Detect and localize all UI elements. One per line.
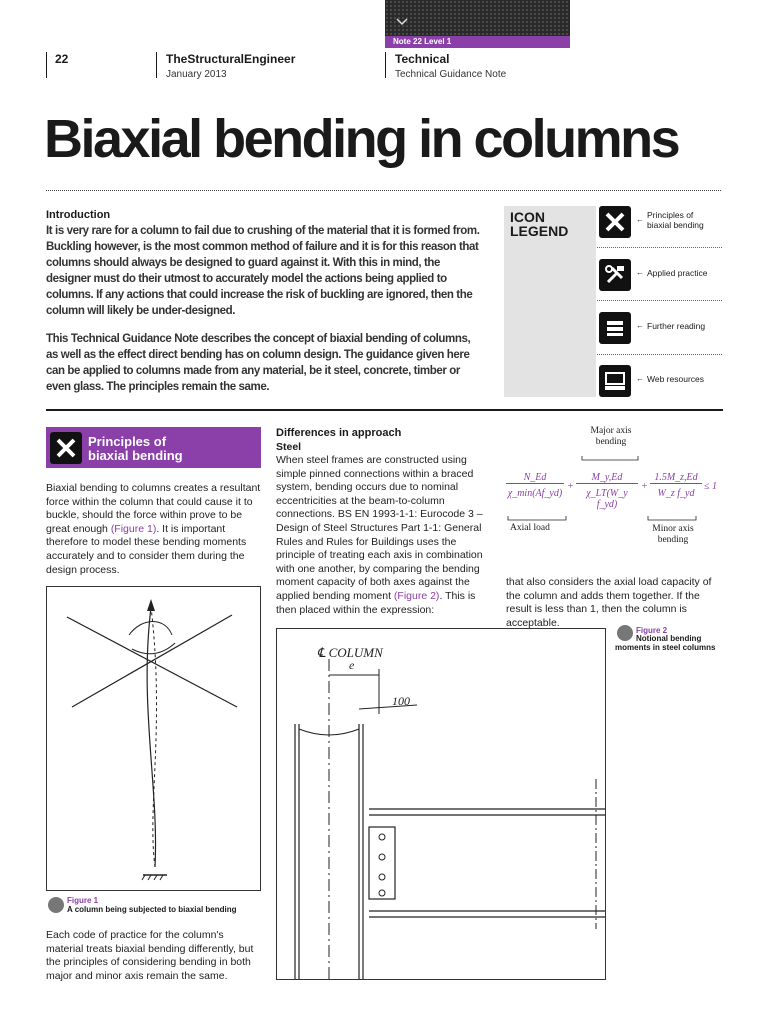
figure-2-label: Figure 2 bbox=[636, 626, 668, 635]
arrow-left-icon: ← bbox=[636, 215, 644, 224]
figure-2-caption: moments in steel columns bbox=[615, 643, 716, 652]
figure-2-caption: Notional bending bbox=[636, 634, 702, 643]
icon-legend-title: ICON LEGEND bbox=[510, 209, 569, 239]
books-icon bbox=[599, 312, 631, 344]
column-sketch bbox=[47, 587, 260, 890]
title-divider bbox=[46, 190, 721, 191]
term-1-numerator: N_Ed bbox=[506, 472, 564, 484]
term-2-denominator: χ_LT(W_y f_yd) bbox=[586, 488, 628, 510]
term-1-denominator: χ_min(Af_yd) bbox=[507, 488, 563, 499]
computer-icon bbox=[599, 365, 631, 397]
principles-paragraph-1: Biaxial bending to columns creates a resultant force within the column that could cause it to buckle, should the force within prove to be great enough (Figure 1). It is important therefore to model these bending moments accurately and to consider them during the design process. bbox=[46, 482, 261, 576]
major-axis-label: Major axis bending bbox=[590, 426, 632, 447]
term-3-numerator: 1.5M_z,Ed bbox=[650, 472, 702, 484]
offset-dimension: 100 bbox=[392, 694, 410, 708]
figure-arrow-icon bbox=[617, 625, 633, 641]
page-number: 22 bbox=[55, 52, 69, 66]
section-divider bbox=[46, 409, 723, 411]
principles-paragraph-2: Each code of practice for the column's material treats biaxial bending differently, but the principles of considering bending in both major and minor axis remain the same. bbox=[46, 929, 254, 982]
differences-heading: Differences in approach bbox=[276, 427, 402, 439]
equation-paragraph: that also considers the axial load capacity of the column and adds them together. If the result is less than 1, then the column is acceptable. bbox=[506, 576, 712, 629]
header-rule bbox=[46, 52, 47, 78]
figure-1-caption: A column being subjected to biaxial bending bbox=[67, 905, 237, 914]
figure-1-link[interactable]: (Figure 1) bbox=[110, 522, 157, 535]
figure-arrow-icon bbox=[48, 897, 64, 913]
figure-1 bbox=[46, 586, 261, 891]
header-rule bbox=[385, 52, 386, 78]
section-name: Technical bbox=[395, 52, 450, 66]
legend-divider bbox=[597, 354, 722, 355]
header-rule bbox=[156, 52, 157, 78]
hammer-wrench-icon bbox=[599, 259, 631, 291]
arrow-left-icon: ← bbox=[636, 374, 644, 383]
legend-label-web: Web resources bbox=[647, 374, 705, 384]
section-subtitle: Technical Guidance Note bbox=[395, 69, 507, 80]
cross-tools-icon bbox=[50, 432, 82, 464]
legend-divider bbox=[597, 247, 722, 248]
arrow-left-icon: ← bbox=[636, 268, 644, 277]
plus-sign: + bbox=[567, 481, 574, 492]
column-centreline-label: ℄ COLUMN bbox=[317, 645, 383, 660]
figure-2-link[interactable]: (Figure 2) bbox=[393, 589, 440, 602]
top-tab bbox=[385, 0, 570, 36]
steel-subheading: Steel bbox=[276, 441, 302, 453]
note-level-bar: Note 22 Level 1 bbox=[385, 36, 570, 48]
term-2-numerator: M_y,Ed bbox=[576, 472, 638, 484]
minor-axis-label: Minor axis bending bbox=[652, 524, 694, 545]
magazine-name: TheStructuralEngineer bbox=[166, 52, 296, 66]
legend-label-applied: Applied practice bbox=[647, 268, 708, 278]
cross-tools-icon bbox=[599, 206, 631, 238]
intro-paragraph-1: It is very rare for a column to fail due to crushing of the material that it is formed from. Buckling however, is the most common method of failure and it is for this reason that columns should always be designed to guard against it. With this in mind, the designer must do their utmost to accurately model the actions being applied to columns. If any actions that could increase the risk of buckling are ignored, then the column will likely be under-designed. bbox=[46, 225, 480, 317]
less-equal-one: ≤ 1 bbox=[704, 481, 717, 492]
intro-paragraph-2: This Technical Guidance Note describes the concept of biaxial bending of columns, as well as the effect direct bending has on column design. The guidance given here can be applied to columns made from any material, be it steel, concrete, timber or even glass. The principles remain the same. bbox=[46, 333, 471, 393]
arrow-left-icon: ← bbox=[636, 321, 644, 330]
figure-1-label: Figure 1 bbox=[67, 896, 99, 905]
chevron-down-icon[interactable] bbox=[395, 14, 409, 28]
figure-2 bbox=[276, 628, 606, 980]
steel-paragraph: When steel frames are constructed using simple pinned connections within a braced system, bending occurs due to nominal eccentricities at the beam-to-column connections. BS EN 1993-1-1: Eurocode 3 – Design of Steel Structures Part 1-1: General Rules and Rules for Buildings uses the principle of treating each axis in combination with one another, by comparing the bending moment capacity of both axes against the applied bending moment (Figure 2). This is then placed within the expression: bbox=[276, 454, 483, 616]
term-3-denominator: W_z f_yd bbox=[657, 488, 695, 499]
steel-connection-sketch bbox=[277, 629, 605, 979]
eccentricity-label: e bbox=[349, 658, 355, 672]
issue-date: January 2013 bbox=[166, 69, 227, 80]
principles-label: Principles of biaxial bending bbox=[88, 434, 183, 463]
page-title: Biaxial bending in columns bbox=[44, 109, 679, 169]
legend-label-principles: Principles of biaxial bending bbox=[647, 210, 704, 230]
intro-heading: Introduction bbox=[46, 209, 111, 221]
plus-sign: + bbox=[641, 481, 648, 492]
axial-load-label: Axial load bbox=[510, 523, 550, 533]
legend-label-reading: Further reading bbox=[647, 321, 706, 331]
legend-divider bbox=[597, 300, 722, 301]
